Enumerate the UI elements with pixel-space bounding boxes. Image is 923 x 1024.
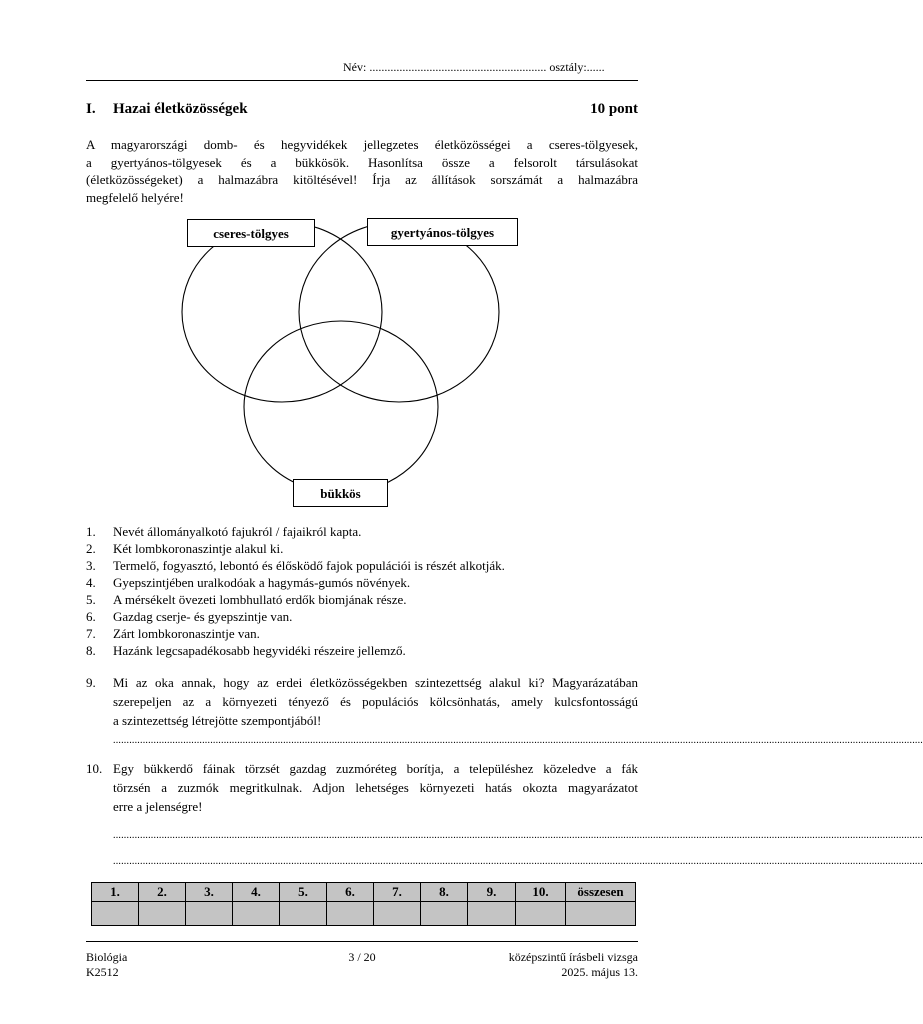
score-header-cell: 6.: [327, 883, 374, 902]
intro-line: A magyarországi domb- és hegyvidékek jellegzetes életközösségei a cseres-tölgyesek,: [86, 137, 638, 152]
score-header-cell: 1.: [92, 883, 139, 902]
answer-line-q10-2[interactable]: ............................................................................................................................................................................................................................................................................................................: [113, 856, 923, 867]
statement-item: [86, 574, 505, 591]
score-header-cell: 4.: [233, 883, 280, 902]
statement-item: [86, 540, 505, 557]
intro-line: megfelelő helyére!: [86, 189, 184, 205]
score-header-cell: 5.: [280, 883, 327, 902]
statement-text: Zárt lombkoronaszintje van.: [113, 626, 260, 641]
statement-number: 1.: [86, 524, 96, 539]
question-line: a szintezettség létrejötte szempontjából!: [113, 713, 322, 728]
footer-left: [86, 950, 127, 980]
score-cell[interactable]: [516, 902, 566, 926]
score-header-cell: 7.: [374, 883, 421, 902]
intro-line: a gyertyános-tölgyesek és a bükkösök. Hasonlítsa össze a felsorolt társulásokat: [86, 154, 638, 170]
score-cell[interactable]: [92, 902, 139, 926]
statement-item: [86, 608, 505, 625]
footer-page-number: 3 / 20: [348, 950, 376, 964]
footer-right: [509, 950, 638, 980]
question-line: Egy bükkerdő fáinak törzsét gazdag zuzmóréteg borítja, a településhez közeledve a fák: [113, 761, 638, 776]
score-table: [91, 882, 636, 926]
score-header-cell: 3.: [186, 883, 233, 902]
statement-number: 8.: [86, 643, 96, 658]
statement-text: Hazánk legcsapadékosabb hegyvidéki részeire jellemző.: [113, 643, 406, 658]
question-number: 10.: [86, 761, 103, 776]
venn-label-cseres-tolgyes: cseres-tölgyes: [187, 219, 315, 247]
score-cell[interactable]: [280, 902, 327, 926]
statement-number: 3.: [86, 558, 96, 573]
question-line: Mi az oka annak, hogy az erdei életközösségekben szintezettség alakul ki? Magyarázatában: [113, 675, 638, 690]
score-header-cell: 9.: [468, 883, 516, 902]
statement-item: [86, 625, 505, 642]
footer-code: K2512: [86, 965, 119, 979]
score-header-cell: 2.: [139, 883, 186, 902]
question-number: 9.: [86, 675, 96, 690]
venn-circle-bukkos: [244, 321, 438, 493]
score-header-cell: összesen: [566, 883, 636, 902]
score-header-cell: 8.: [421, 883, 468, 902]
question-10: [86, 759, 638, 816]
statement-number: 4.: [86, 575, 96, 590]
statement-item: [86, 591, 505, 608]
statement-number: 2.: [86, 541, 96, 556]
section-title-text: Hazai életközösségek: [113, 101, 248, 117]
score-cell[interactable]: [468, 902, 516, 926]
venn-label-gyertyanos-tolgyes: gyertyános-tölgyes: [367, 218, 518, 246]
footer-subject: Biológia: [86, 950, 128, 964]
score-cell[interactable]: [139, 902, 186, 926]
statement-item: [86, 557, 505, 574]
statement-text: Két lombkoronaszintje alakul ki.: [113, 541, 284, 556]
statement-text: Termelő, fogyasztó, lebontó és élősködő fajok populációi is részét alkotják.: [113, 558, 505, 573]
statement-list: [86, 523, 505, 659]
question-line: erre a jelenségre!: [113, 799, 203, 814]
score-cell-total[interactable]: [566, 902, 636, 926]
footer-exam: középszintű írásbeli vizsga: [508, 950, 638, 964]
score-cell[interactable]: [421, 902, 468, 926]
statement-text: Nevét állományalkotó fajukról / fajaikról kapta.: [113, 524, 362, 539]
statement-number: 5.: [86, 592, 96, 607]
venn-label-bukkos: bükkös: [293, 479, 388, 507]
venn-circle-cseres-tolgyes: [182, 222, 382, 402]
score-cell[interactable]: [327, 902, 374, 926]
name-class-line: Név: ........................................................... osztály:......: [343, 60, 605, 74]
statement-text: A mérsékelt övezeti lombhullató erdők biomjának része.: [113, 592, 407, 607]
score-table-value-row: [92, 902, 636, 926]
section-points: 10 pont: [590, 101, 638, 117]
section-number: I.: [86, 101, 96, 117]
answer-line-q10-1[interactable]: ............................................................................................................................................................................................................................................................................................................: [113, 830, 923, 841]
statement-number: 7.: [86, 626, 96, 641]
footer-date: 2025. május 13.: [561, 965, 638, 979]
question-line: szerepeljen az a környezeti tényező és populációs kölcsönhatás, amely kulcsfontosságú: [113, 694, 638, 709]
question-9: [86, 673, 638, 730]
intro-line: (életközösségeket) a halmazábra kitöltésével! Írja az állítások sorszámát a halmazábra: [86, 172, 638, 187]
question-line: törzsén a zuzmók megritkulnak. Adjon lehetséges környezeti hatás okozta magyarázatot: [113, 780, 638, 795]
statement-item: [86, 642, 505, 659]
score-header-cell: 10.: [516, 883, 566, 902]
footer-rule: [86, 941, 638, 942]
score-cell[interactable]: [374, 902, 421, 926]
statement-text: Gazdag cserje- és gyepszintje van.: [113, 609, 293, 624]
statement-text: Gyepszintjében uralkodóak a hagymás-gumós növények.: [113, 575, 411, 590]
score-table-header-row: [92, 883, 636, 902]
venn-circle-gyertyanos-tolgyes: [299, 222, 499, 402]
score-cell[interactable]: [233, 902, 280, 926]
answer-line-q9[interactable]: ............................................................................................................................................................................................................................................................................................................: [113, 735, 923, 746]
statement-number: 6.: [86, 609, 96, 624]
score-cell[interactable]: [186, 902, 233, 926]
statement-item: [86, 523, 505, 540]
